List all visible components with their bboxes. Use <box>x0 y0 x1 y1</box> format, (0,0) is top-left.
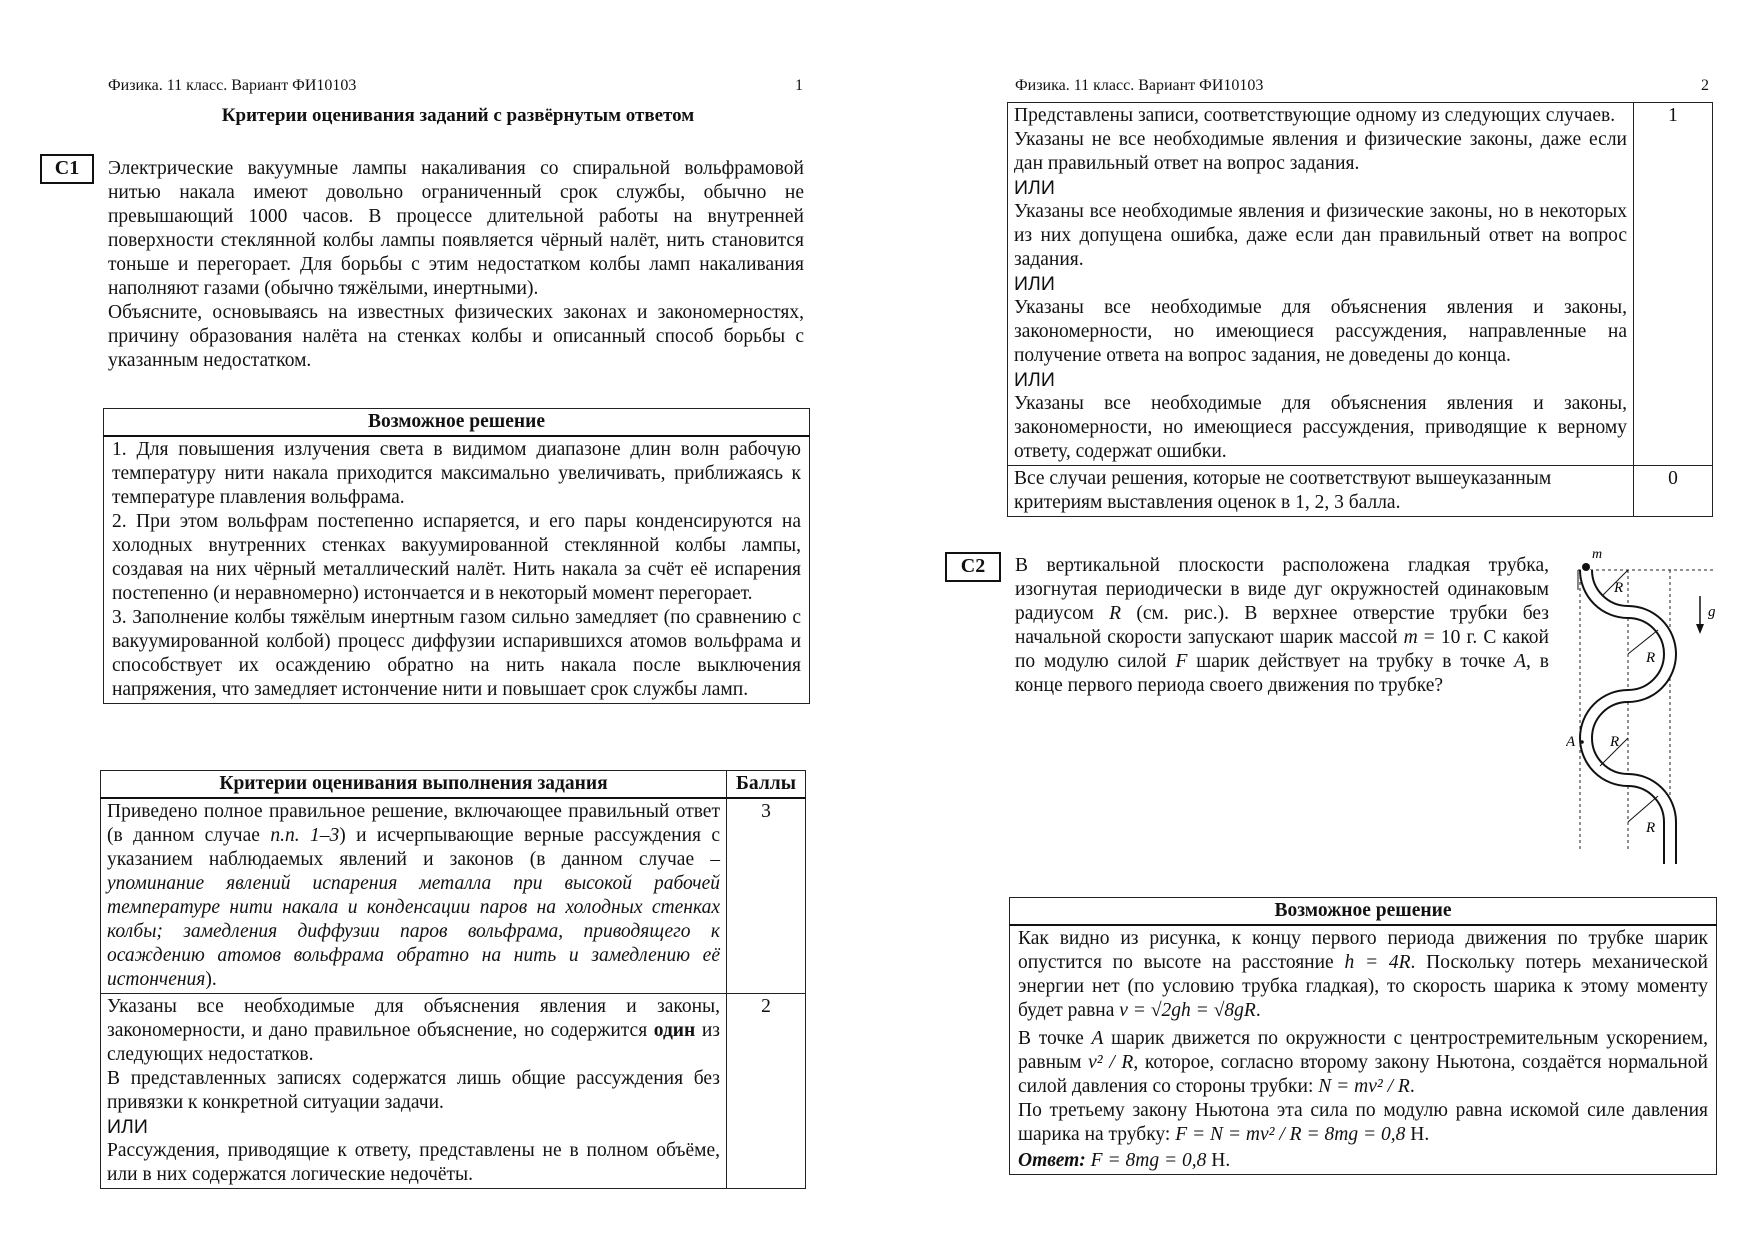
score-cell: 2 <box>727 994 806 1189</box>
task-symbol: A <box>1514 651 1527 672</box>
criteria-text: Рассуждения, приводящие к ответу, представлены не в полном объёме, или в них содержатся логические недочёты. <box>107 1140 720 1185</box>
task-symbol: F <box>1175 651 1188 672</box>
criteria-cell <box>1008 103 1634 466</box>
criteria-text: Указаны все необходимые для объяснения явления и законы, закономерности, но имеющиеся рассуждения, направленные на получение ответа на вопрос задания, не доведены до конца. <box>1014 297 1627 366</box>
solution-text: По третьему закону Ньютона эта сила по модулю равна искомой силе давления шарика на трубку: <box>1018 1100 1708 1145</box>
or-separator: ИЛИ <box>1014 273 1055 295</box>
criteria-column-header: Критерии оценивания выполнения задания <box>101 771 727 799</box>
page-header: Физика. 11 класс. Вариант ФИ10103 <box>1015 77 1264 94</box>
gravity-arrowhead <box>1696 624 1704 634</box>
solution-paragraph <box>1018 1027 1708 1099</box>
answer-unit: Н. <box>1206 1150 1231 1171</box>
criteria-text: В представленных записях содержатся лишь общие рассуждения без привязки к конкретной ситуации задачи. <box>107 1068 720 1113</box>
task-symbol: m <box>1403 627 1418 648</box>
solution-text: . <box>1409 1076 1415 1097</box>
criteria-cell: Все случаи решения, которые не соответствуют вышеуказанным критериям выставления оценок в 1, 2, 3 балла. <box>1008 466 1634 517</box>
solution-table-c1 <box>103 408 810 704</box>
solution-heading: Возможное решение <box>104 409 810 437</box>
solution-item: 3. Заполнение колбы тяжёлым инертным газом сильно замедляет (по сравнению с вакуумированной колбой) процесс диффузии испарившихся атомов вольфрама и способствует их осаждению обратно на нить накала после выключения напряжения, что замедляет истончение нити и повышает срок службы ламп. <box>112 607 801 700</box>
criteria-italic: п.п. 1–3 <box>270 825 340 846</box>
solution-heading: Возможное решение <box>1010 898 1717 926</box>
criteria-italic: упоминание явлений испарения металла при высокой рабочей температуре нити накала и конденсации паров на холодных стенках колбы; замедления диффузии паров вольфрама, приводящего к осаждению атомов вольфрама обратно на нить и замедлению её истончения <box>107 873 720 990</box>
criteria-text: из следующих недостатков. <box>107 1020 720 1065</box>
solution-item: 1. Для повышения излучения света в видимом диапазоне длин волн рабочую температуру нити накала приходится максимально увеличивать, приближаясь к температуре плавления вольфрама. <box>112 439 801 508</box>
task-c1-text <box>108 157 804 373</box>
page-number: 1 <box>795 77 803 94</box>
solution-text: , которое, согласно второму закону Ньютона, создаётся нормальной силой давления со стороны трубки: <box>1018 1052 1708 1097</box>
criteria-text: ) и исчерпывающие верные рассуждения с указанием наблюдаемых явлений и законов (в данном случае – <box>107 825 721 870</box>
solution-paragraph <box>1018 1099 1708 1147</box>
curved-tube-figure <box>1566 540 1736 875</box>
task-label-c1: C1 <box>40 154 94 184</box>
solution-paragraph <box>1018 927 1708 1023</box>
task-c2-text <box>1015 554 1549 698</box>
label-R: R <box>1614 580 1624 596</box>
criteria-table-c1-continued <box>1007 102 1713 517</box>
table-row <box>101 798 806 994</box>
score-cell: 1 <box>1634 103 1713 466</box>
solution-text: шарик движется по окружности с центростремительным ускорением, равным <box>1018 1028 1708 1073</box>
solution-text: Н. <box>1405 1124 1430 1145</box>
table-row <box>1008 466 1713 517</box>
criteria-text: Указаны все необходимые для объяснения явления и законы, закономерности, и дано правильное объяснение, но содержится <box>107 996 720 1041</box>
criteria-text: ). <box>205 969 217 990</box>
page-title: Критерии оценивания заданий с развёрнутым ответом <box>221 105 695 126</box>
formula: v = √2gh = √8gR <box>1119 1000 1256 1021</box>
task-text: = 10 г. С какой по модулю силой <box>1015 627 1549 672</box>
page-header: Физика. 11 класс. Вариант ФИ10103 <box>108 77 357 94</box>
task-text: шарик действует на трубку в точке <box>1187 651 1515 672</box>
criteria-text: Указаны не все необходимые явления и физические законы, даже если дан правильный ответ на вопрос задания. <box>1014 129 1627 174</box>
criteria-text: Приведено полное правильное решение, включающее правильный ответ (в данном случае <box>107 801 720 846</box>
criteria-cell <box>101 994 727 1189</box>
task-c1-paragraph: Электрические вакуумные лампы накаливания со спиральной вольфрамовой нитью накала имеют довольно ограниченный срок службы, обычно не превышающий 1000 часов. В процессе длительной работы на внутренней поверхности стеклянной колбы лампы появляется чёрный налёт, нить становится тоньше и перегорает. Для борьбы с этим недостатком колбы ламп накаливания наполняют газами (обычно тяжёлыми, инертными). <box>108 158 804 299</box>
point-A <box>1580 740 1584 744</box>
task-text: (см. рис.). В верхнее отверстие трубки без начальной скорости запускают шарик массой <box>1015 603 1549 648</box>
solution-text: В точке <box>1018 1028 1092 1049</box>
score-cell: 3 <box>727 798 806 994</box>
table-row <box>1008 103 1713 466</box>
or-separator: ИЛИ <box>1014 177 1055 199</box>
solution-text: Как видно из рисунка, к концу первого периода движения по трубке шарик опустится по высоте на расстояние <box>1018 928 1708 973</box>
criteria-text: Указаны все необходимые для объяснения явления и законы, закономерности, но имеющиеся рассуждения, приводящие к верному ответу, содержат ошибки. <box>1014 393 1627 462</box>
or-separator: ИЛИ <box>1014 369 1055 391</box>
answer-label: Ответ: <box>1018 1150 1086 1171</box>
solution-text: . <box>1255 1000 1261 1021</box>
table-row <box>101 994 806 1189</box>
task-text: , в конце первого периода своего движения по трубке? <box>1015 651 1549 696</box>
solution-text: . Поскольку потерь механической энергии нет (по условию трубка гладкая), то скорость шарика к этому моменту будет равна <box>1018 952 1708 1021</box>
task-symbol: R <box>1109 603 1122 624</box>
or-separator: ИЛИ <box>107 1116 148 1138</box>
formula: F = N = mv² / R = 8mg = 0,8 <box>1175 1124 1406 1145</box>
score-column-header: Баллы <box>727 771 806 799</box>
ball <box>1582 563 1590 571</box>
criteria-text: Указаны все необходимые явления и физические законы, но в некоторых из них допущена ошибка, даже если дан правильный ответ на вопрос задания. <box>1014 201 1627 270</box>
formula: h = 4R <box>1344 952 1411 973</box>
solution-item: 2. При этом вольфрам постепенно испаряется, и его пары конденсируются на холодных внутренних стенках вакуумированной стеклянной колбы лампы, создавая на них чёрный металлический налёт. Нить накала за счёт её испарения постепенно (и неравномерно) истончается и в некоторый момент перегорает. <box>112 511 801 604</box>
label-A: A <box>1566 734 1576 750</box>
solution-table-c2 <box>1009 897 1717 1175</box>
label-g: g <box>1708 604 1716 620</box>
score-cell: 0 <box>1634 466 1713 517</box>
criteria-cell <box>101 798 727 994</box>
criteria-bold: один <box>653 1020 696 1041</box>
label-R: R <box>1610 734 1620 750</box>
page-number: 2 <box>1701 77 1709 94</box>
label-R: R <box>1646 650 1656 666</box>
task-c1-question: Объясните, основываясь на известных физических законах и закономерностях, причину образования налёта на стенках колбы и описанный способ борьбы с указанным недостатком. <box>108 302 804 371</box>
task-label-c2: C2 <box>945 552 1001 582</box>
label-m: m <box>1592 547 1603 562</box>
criteria-text: Представлены записи, соответствующие одному из следующих случаев. <box>1014 105 1616 126</box>
task-text: В вертикальной плоскости расположена гладкая трубка, изогнутая периодически в виде дуг окружностей одинаковым радиусом <box>1015 555 1549 624</box>
criteria-table-c1 <box>100 770 806 1189</box>
label-R: R <box>1646 820 1656 836</box>
formula: A <box>1091 1028 1104 1049</box>
answer <box>1018 1149 1708 1173</box>
formula: F = 8mg = 0,8 <box>1090 1150 1207 1171</box>
formula: v² / R <box>1088 1052 1134 1073</box>
formula: N = mv² / R <box>1318 1076 1410 1097</box>
